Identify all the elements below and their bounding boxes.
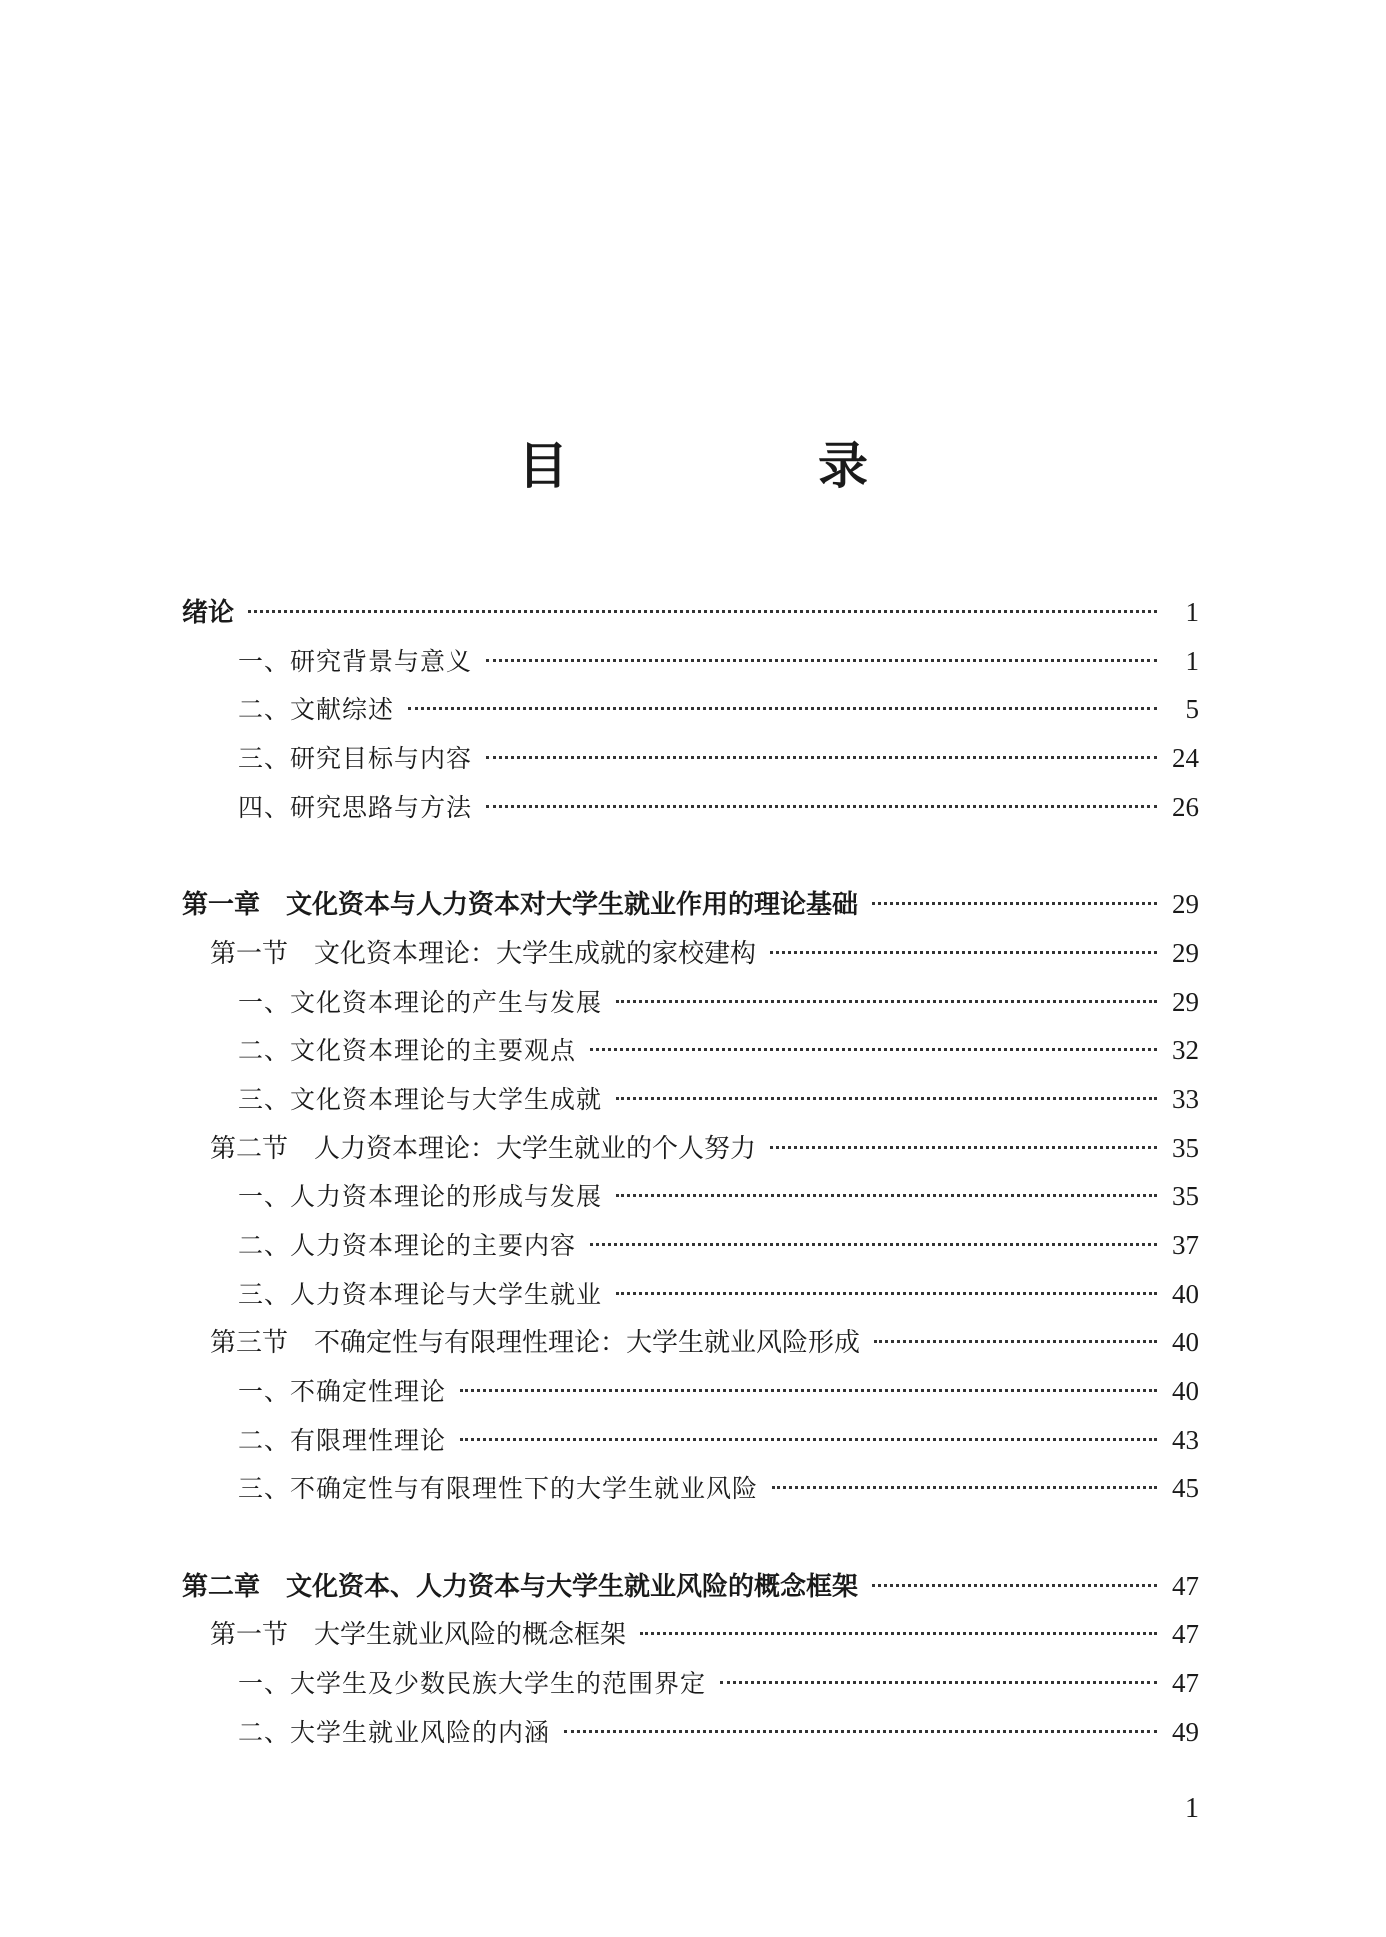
toc-subsection-entry[interactable]: [0, 734, 1386, 783]
toc-entry-page: 1: [1185, 597, 1199, 627]
dot-leader: [720, 1681, 1157, 1684]
toc-entry-label: 三、文化资本理论与大学生成就: [238, 1084, 603, 1114]
toc-section-entry[interactable]: [0, 1124, 1386, 1173]
toc-section-entry[interactable]: [0, 929, 1386, 978]
toc-entry-page: 29: [1172, 986, 1199, 1017]
toc-entry-page: 40: [1172, 1376, 1199, 1406]
toc-entry-label: 第二节 人力资本理论：大学生就业的个人努力: [210, 1133, 757, 1164]
dot-leader: [616, 1194, 1157, 1197]
toc-entry-page: 37: [1172, 1229, 1199, 1260]
dot-leader: [486, 659, 1157, 662]
toc-subsection-entry[interactable]: [0, 637, 1386, 686]
toc-entry-label: 二、大学生就业风险的内涵: [238, 1717, 551, 1747]
toc-subsection-entry[interactable]: [0, 1026, 1386, 1075]
toc-subsection-entry[interactable]: [0, 1464, 1386, 1513]
dot-leader: [616, 1097, 1157, 1100]
dot-leader: [770, 1146, 1157, 1149]
page-title: 目 录: [518, 437, 968, 495]
toc-chapter-entry[interactable]: [0, 880, 1386, 929]
dot-leader: [872, 902, 1157, 905]
toc-subsection-entry[interactable]: [0, 685, 1386, 734]
dot-leader: [640, 1632, 1157, 1635]
toc-entry-page: 47: [1172, 1668, 1199, 1699]
toc-entry-page: 47: [1172, 1570, 1199, 1601]
toc-entry-label: 一、大学生及少数民族大学生的范围界定: [238, 1669, 707, 1699]
dot-leader: [874, 1340, 1157, 1343]
toc-entry-label: 第三节 不确定性与有限理性理论：大学生就业风险形成: [210, 1328, 861, 1359]
toc-entry-page: 26: [1172, 791, 1199, 822]
toc-section-entry[interactable]: [0, 1610, 1386, 1659]
toc-entry-page: 45: [1172, 1473, 1199, 1504]
toc-entry-page: 43: [1172, 1424, 1199, 1455]
toc-entry-page: 24: [1172, 743, 1199, 774]
toc-entry-label: 绪论: [182, 598, 235, 628]
dot-leader: [248, 610, 1157, 613]
dot-leader: [590, 1048, 1157, 1051]
toc-entry-page: 49: [1172, 1716, 1199, 1747]
toc-entry-page: 29: [1172, 889, 1199, 920]
toc-entry-label: 三、人力资本理论与大学生就业: [238, 1279, 603, 1309]
toc-entry-label: 三、研究目标与内容: [238, 744, 473, 774]
toc-entry-label: 第二章 文化资本、人力资本与大学生就业风险的概念框架: [182, 1571, 859, 1602]
dot-leader: [486, 805, 1157, 808]
toc-entry-label: 四、研究思路与方法: [238, 792, 473, 822]
toc-entry-label: 一、不确定性理论: [238, 1377, 447, 1406]
toc-entry-label: 第一节 文化资本理论：大学生成就的家校建构: [210, 938, 757, 969]
toc-entry-label: 二、文化资本理论的主要观点: [238, 1036, 577, 1066]
toc-entry-page: 47: [1172, 1619, 1199, 1650]
dot-leader: [408, 707, 1157, 710]
toc-subsection-entry[interactable]: [0, 1416, 1386, 1465]
toc-subsection-entry[interactable]: [0, 783, 1386, 832]
toc-entry-page: 35: [1172, 1181, 1199, 1212]
toc-chapter-entry[interactable]: [0, 1562, 1386, 1611]
toc-entry-page: 35: [1172, 1132, 1199, 1163]
toc-entry-label: 三、不确定性与有限理性下的大学生就业风险: [238, 1474, 759, 1504]
toc-entry-label: 一、人力资本理论的形成与发展: [238, 1182, 603, 1212]
toc-subsection-entry[interactable]: [0, 1708, 1386, 1757]
dot-leader: [770, 951, 1157, 954]
toc-section-entry[interactable]: [0, 1318, 1386, 1367]
toc-entry-label: 一、研究背景与意义: [238, 646, 473, 676]
dot-leader: [486, 756, 1157, 759]
toc-entry-page: 33: [1172, 1083, 1199, 1114]
dot-leader: [872, 1584, 1157, 1587]
toc-subsection-entry[interactable]: [0, 1172, 1386, 1221]
dot-leader: [590, 1243, 1157, 1246]
toc-entry-page: 40: [1172, 1327, 1199, 1358]
dot-leader: [460, 1438, 1157, 1441]
dot-leader: [616, 1292, 1157, 1295]
toc-subsection-entry[interactable]: [0, 978, 1386, 1027]
toc-entry-page: 29: [1172, 937, 1199, 968]
toc-entry-label: 第一章 文化资本与人力资本对大学生就业作用的理论基础: [182, 890, 859, 921]
page-number: 1: [1185, 1793, 1199, 1824]
toc-subsection-entry[interactable]: [0, 1075, 1386, 1124]
dot-leader: [772, 1486, 1157, 1489]
toc-subsection-entry[interactable]: [0, 1367, 1386, 1416]
toc-entry-label: 二、人力资本理论的主要内容: [238, 1230, 577, 1260]
toc-entry-page: 40: [1172, 1278, 1199, 1309]
table-of-contents: [0, 588, 1386, 1757]
toc-entry-label: 第一节 大学生就业风险的概念框架: [210, 1620, 627, 1651]
dot-leader: [616, 1000, 1157, 1003]
toc-entry-label: 二、有限理性理论: [238, 1425, 447, 1455]
toc-entry-page: 1: [1185, 645, 1199, 676]
dot-leader: [460, 1389, 1157, 1392]
toc-entry-label: 二、文献综述: [238, 695, 395, 725]
toc-entry-label: 一、文化资本理论的产生与发展: [238, 987, 603, 1017]
toc-subsection-entry[interactable]: [0, 1221, 1386, 1270]
toc-entry-page: 32: [1172, 1035, 1199, 1066]
toc-chapter-entry[interactable]: [0, 588, 1386, 637]
toc-entry-page: 5: [1185, 694, 1199, 725]
dot-leader: [564, 1730, 1157, 1733]
toc-subsection-entry[interactable]: [0, 1659, 1386, 1708]
toc-subsection-entry[interactable]: [0, 1270, 1386, 1319]
